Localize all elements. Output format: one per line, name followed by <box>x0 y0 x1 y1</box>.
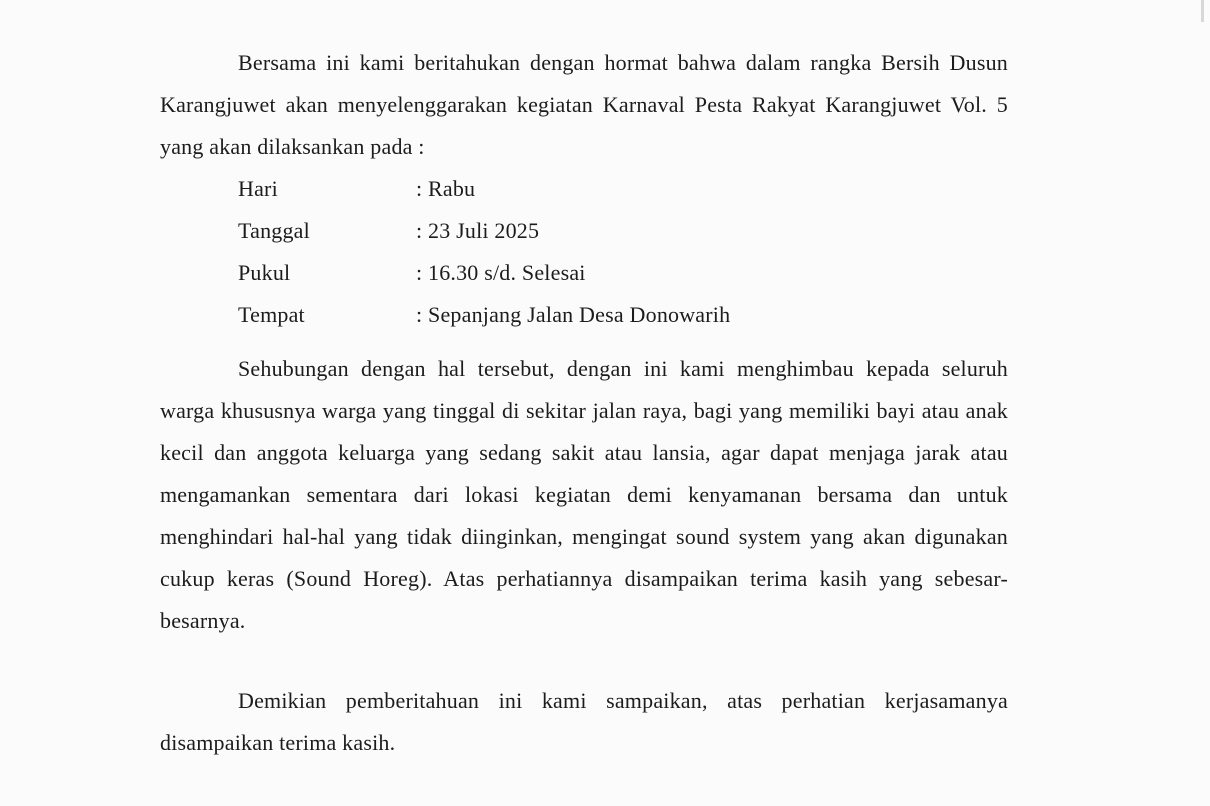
detail-value: : 23 Juli 2025 <box>416 218 540 243</box>
detail-label: Pukul <box>238 260 291 285</box>
detail-row-date <box>238 210 1210 252</box>
intro-paragraph: Bersama ini kami beritahukan dengan hormat bahwa dalam rangka Bersih Dusun Karangjuwet akan menyelenggarakan kegiatan Karnaval Pesta Rakyat Karangjuwet Vol. 5 yang akan dilaksankan pada : <box>160 50 1008 159</box>
detail-label: Tempat <box>238 302 305 327</box>
spacer <box>160 336 1210 348</box>
event-details <box>160 168 1210 336</box>
detail-row-day <box>238 168 1210 210</box>
appeal-paragraph: Sehubungan dengan hal tersebut, dengan ini kami menghimbau kepada seluruh warga khususnya warga yang tinggal di sekitar jalan raya, bagi yang memiliki bayi atau anak kecil dan anggota keluarga yang sedang sakit atau lansia, agar dapat menjaga jarak atau mengamankan sementara dari lokasi kegiatan demi kenyamanan bersama dan untuk menghindari hal-hal yang tidak diinginkan, mengingat sound system yang akan digunakan cukup keras (Sound Horeg). Atas perhatiannya disampaikan terima kasih yang sebesar-besarnya. <box>160 356 1008 633</box>
detail-label: Tanggal <box>238 218 310 243</box>
closing-paragraph: Demikian pemberitahuan ini kami sampaikan, atas perhatian kerjasamanya disampaikan terima kasih. <box>160 688 1008 755</box>
detail-value: : Sepanjang Jalan Desa Donowarih <box>416 302 731 327</box>
spacer <box>160 642 1210 680</box>
detail-value: : 16.30 s/d. Selesai <box>416 260 586 285</box>
detail-value: : Rabu <box>416 176 476 201</box>
detail-label: Hari <box>238 176 278 201</box>
detail-row-place <box>238 294 1210 336</box>
detail-row-time <box>238 252 1210 294</box>
page-edge-mark <box>1201 0 1204 22</box>
